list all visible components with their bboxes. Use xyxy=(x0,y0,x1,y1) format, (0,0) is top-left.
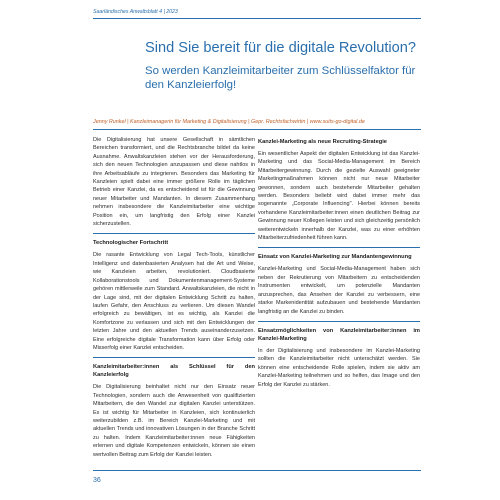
section-divider xyxy=(258,321,420,322)
section-divider xyxy=(258,247,420,248)
article-subtitle: So werden Kanzleimitarbeiter zum Schlüsselfaktor für den Kanzleierfolg! xyxy=(145,65,416,91)
intro-paragraph: Die Digitalisierung hat unsere Gesellschaft in sämtlichen Bereichen transformiert, und die Rechtsbranche bildet da keine Ausnahme. Anwaltskanzleien stehen vor der Herausforderung, sich den neuen Technologien anzupassen und diese nahtlos in ihre Arbeitsabläufe zu integrieren. Besonders das Marketing für Kanzleien spielt dabei eine immer größere Rolle im täglichen Betrieb einer Kanzlei, da es entscheidend ist für die Gewinnung neuer Mitarbeiter und Mandanten. In diesem Zusammenhang nehmen insbesondere die Kanzleimitarbeiter eine wichtige Position ein, um langfristig den Erfolg einer Kanzlei sicherzustellen. xyxy=(93,137,255,228)
section-divider xyxy=(93,233,255,234)
section-heading: Einsatzmöglichkeiten von Kanzleimitarbeiter:innen im Kanzlei-Marketing xyxy=(258,327,420,342)
byline-rule xyxy=(93,129,421,130)
body-paragraph: Die rasante Entwicklung von Legal Tech-Tools, künstlicher Intelligenz und datenbasierten Analysen hat die Art und Weise, wie Kanzleien arbeiten, revolutioniert. Cloudbasierte Kollaborationstools und Dokumentenmanagement-Systeme gehören mittlerweile zum Standard. Anwaltskanzleien, die nicht in der Lage sind, mit der digitalen Entwicklung Schritt zu halten, laufen Gefahr, den Anschluss zu verlieren. Um diesen Wandel erfolgreich zu bewältigen, ist es wichtig, als Kanzlei die Komfortzone zu verlassen und sich mit den Entwicklungen der letzten Jahre und den aktuellen Trends auseinanderzusetzen. Eine erfolgreiche digitale Transformation kann über Erfolg oder Misserfolg einer Kanzlei entscheiden. xyxy=(93,252,255,351)
author-byline: Jenny Runkel | Kanzleimanagerin für Marketing & Digitalisierung | Gepr. Rechtsfachwirtin | www.suits-go-digital.de xyxy=(93,119,365,125)
left-column xyxy=(93,136,255,464)
footer-rule xyxy=(93,470,421,471)
section-heading: Kanzlei-Marketing als neue Recruiting-Strategie xyxy=(258,139,387,145)
right-column xyxy=(258,136,420,394)
body-paragraph: In der Digitalisierung und insbesondere im Kanzlei-Marketing sollten die Kanzleimitarbeiter nicht unterschätzt werden. Sie können eine entscheidende Rolle spielen, indem sie aktiv am Kanzlei-Marketing teilnehmen und so helfen, das Image und den Erfolg der Kanzlei zu stärken. xyxy=(258,347,420,388)
article-title: Sind Sie bereit für die digitale Revolution? xyxy=(145,40,416,56)
section-divider xyxy=(93,357,255,358)
section-heading: Einsatz von Kanzlei-Marketing zur Mandantengewinnung xyxy=(258,254,412,261)
body-paragraph: Kanzlei-Marketing und Social-Media-Management haben sich neben der Rekrutierung von Mitarbeitern zu entscheidenden Instrumenten entwickelt, um potenzielle Mandanten anzusprechen, das Ansehen der Kanzlei zu verbessern, eine starke Markenidentität aufzubauen und bestehende Mandanten langfristig an die Kanzlei zu binden. xyxy=(258,266,420,315)
running-header: Saarländisches Anwaltsblatt 4 | 2023 xyxy=(93,9,178,15)
header-rule xyxy=(93,18,421,19)
body-paragraph: Ein wesentlicher Aspekt der digitalen Entwicklung ist das Kanzlei-Marketing und das Social-Media-Management im Bereich Mitarbeitergewinnung. Durch die gezielte Auswahl geeigneter Marketingmaßnahmen können nicht nur neue Mitarbeiter gewonnen, sondern auch bestehende Mitarbeiter gehalten werden. Besonders beliebt wird dabei immer mehr das sogenannte „Corporate Influencing". Hierbei können bereits vorhandene Kanzleimitarbeiter:innen einen deutlichen Beitrag zur Gewinnung neuer Kollegen leisten und sich gleichzeitig persönlich weiterentwickeln innerhalb der Kanzlei, was zu einer erhöhten Mitarbeiterzufriedenheit führen kann. xyxy=(258,151,420,242)
page-number: 36 xyxy=(93,477,101,484)
section-heading: Technologischer Fortschritt xyxy=(93,240,169,247)
section-heading: Kanzleimitarbeiter:innen als Schlüssel für den Kanzleierfolg xyxy=(93,364,255,379)
body-paragraph: Die Digitalisierung beinhaltet nicht nur den Einsatz neuer Technologien, sondern auch die Anwesenheit von qualifizierten Mitarbeitern, die den Wandel zur digitalen Kanzlei unterstützen. Es ist wichtig für Mitarbeiter in Kanzleien, sich kontinuierlich weiterzubilden z.B. im Bereich Kanzlei-Marketing und mit aktuellen Trends und innovativen Lösungen in der Branche Schritt zu halten. Indem Kanzleimitarbeiter:innen neue Fähigkeiten erlernen und digitale Kompetenzen entwickeln, können sie einen wertvollen Beitrag zum Erfolg der Kanzlei leisten. xyxy=(93,384,255,458)
